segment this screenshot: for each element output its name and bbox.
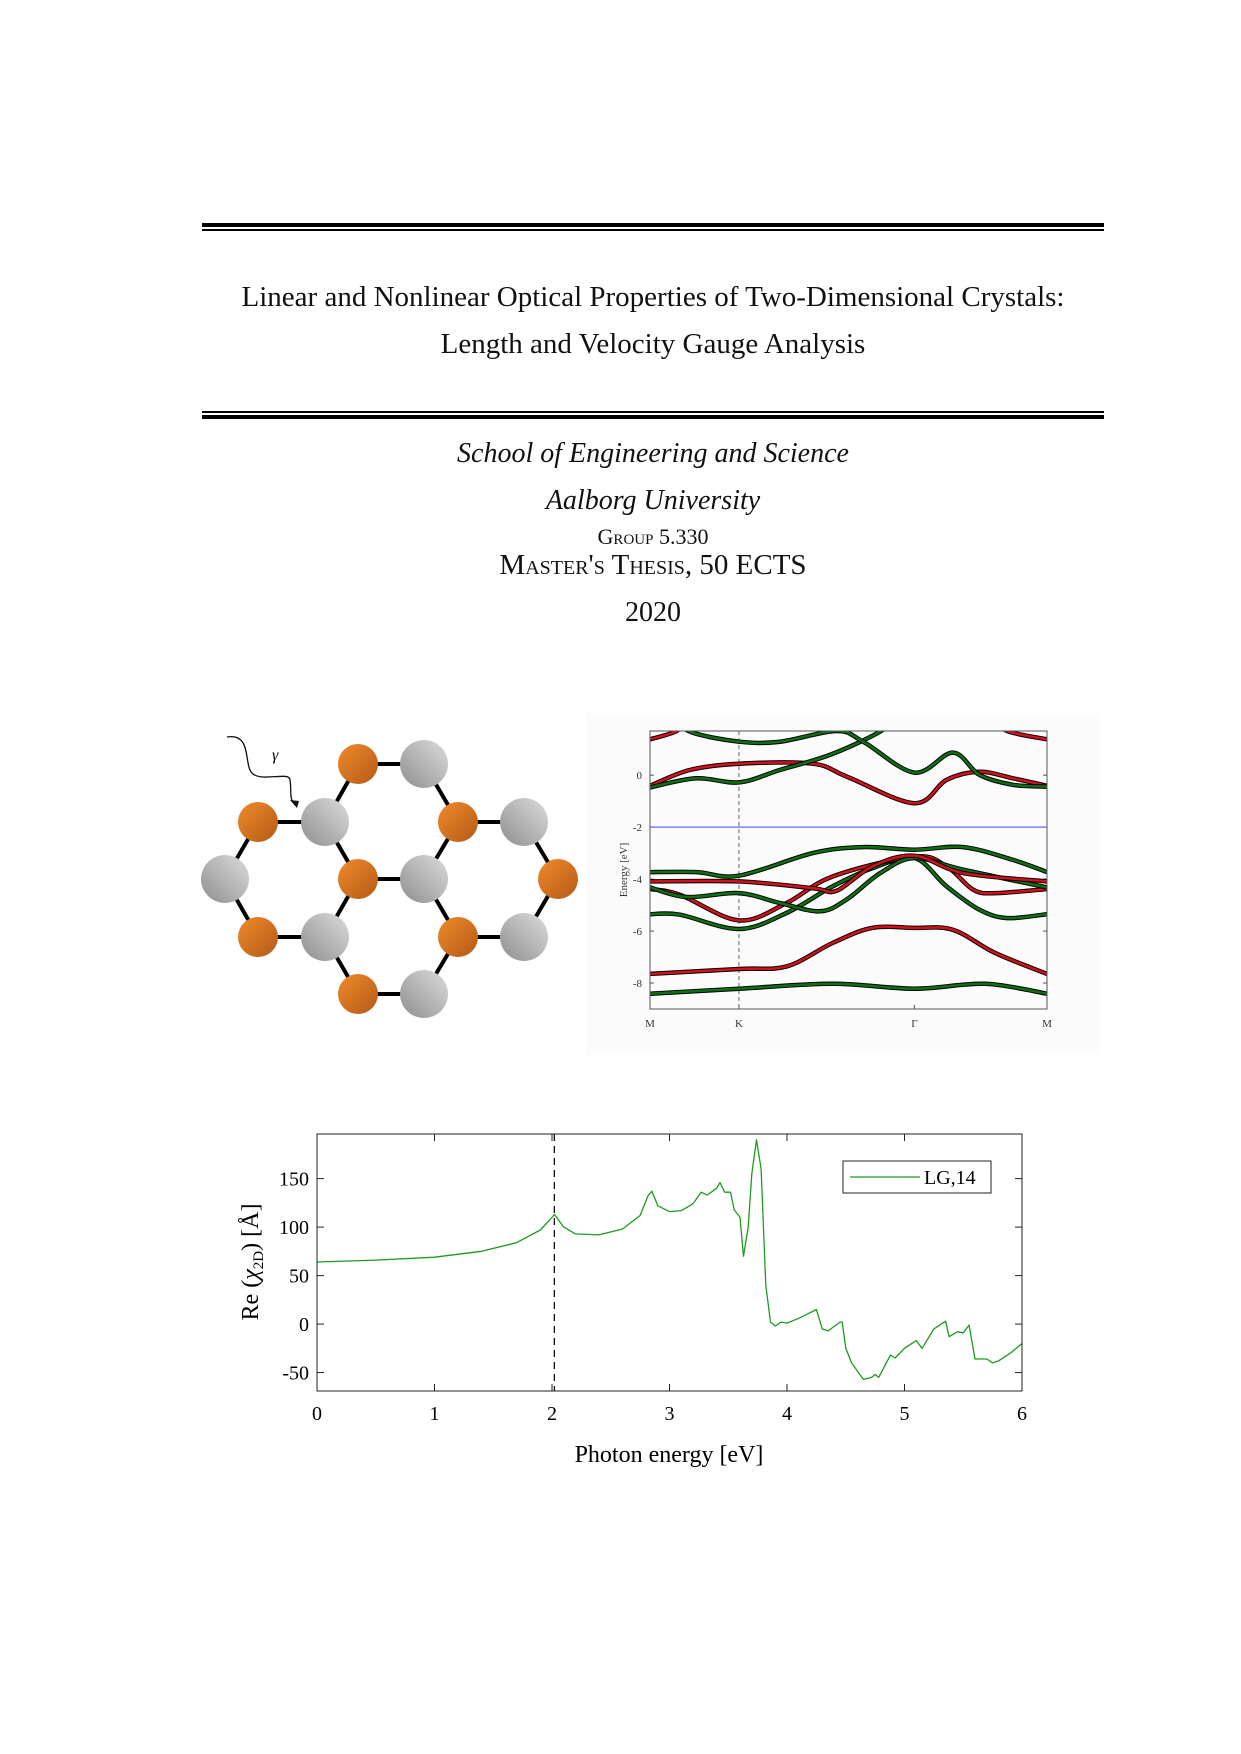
band-x-tick-label: M — [1042, 1018, 1052, 1030]
chi-x-tick-label: 5 — [899, 1403, 910, 1425]
chi-y-tick-label: 100 — [279, 1217, 309, 1240]
thesis-type: Master's Thesis, 50 ECTS — [499, 549, 807, 581]
chi-y-axis-label — [238, 1204, 267, 1321]
legend-label: LG,14 — [924, 1167, 976, 1189]
chi-x-tick-label: 6 — [1017, 1403, 1027, 1425]
chi-y-tick-label: 150 — [279, 1168, 309, 1191]
band-x-tick-label: Γ — [911, 1018, 918, 1030]
chi-x-axis-label: Photon energy [eV] — [574, 1442, 764, 1468]
band-x-tick-label: K — [734, 1018, 743, 1030]
chi-x-tick-label: 2 — [547, 1403, 557, 1425]
chi-y-tick-label: 0 — [299, 1314, 309, 1337]
university-name: Aalborg University — [545, 485, 761, 516]
band-x-tick-label: M — [645, 1018, 655, 1030]
title-line-2: Length and Velocity Gauge Analysis — [440, 328, 866, 360]
band-y-tick-label: -2 — [632, 822, 642, 835]
ylabel-unit: [Å] — [238, 1203, 264, 1237]
chi-x-tick-label: 4 — [782, 1403, 792, 1425]
legend — [843, 1161, 991, 1193]
band-y-tick-label: -6 — [632, 926, 642, 939]
group-number: Group 5.330 — [597, 524, 709, 549]
chi-y-tick-label: -50 — [282, 1362, 309, 1385]
year: 2020 — [625, 597, 681, 628]
chi-x-tick-label: 3 — [664, 1403, 675, 1425]
title-line-1: Linear and Nonlinear Optical Properties of Two-Dimensional Crystals: — [241, 281, 1065, 313]
svg-text:Re (χ2D) [Å]: Re $(\chi_{2D})$ [Å] — [238, 1203, 267, 1321]
ylabel-re: Re — [238, 1293, 264, 1321]
chi-x-tick-label: 0 — [312, 1403, 322, 1425]
ylabel-chi: χ — [238, 1269, 264, 1280]
photon-label: γ — [272, 747, 279, 764]
chi-x-tick-label: 1 — [429, 1403, 440, 1425]
band-y-tick-label: -4 — [632, 874, 642, 887]
school-name: School of Engineering and Science — [457, 438, 849, 469]
ylabel-sub: 2D — [251, 1250, 267, 1270]
band-y-tick-label: 0 — [636, 770, 642, 783]
chi-y-tick-label: 50 — [289, 1265, 309, 1288]
band-y-axis-label: Energy [eV] — [618, 842, 630, 898]
band-y-tick-label: -8 — [632, 978, 642, 991]
